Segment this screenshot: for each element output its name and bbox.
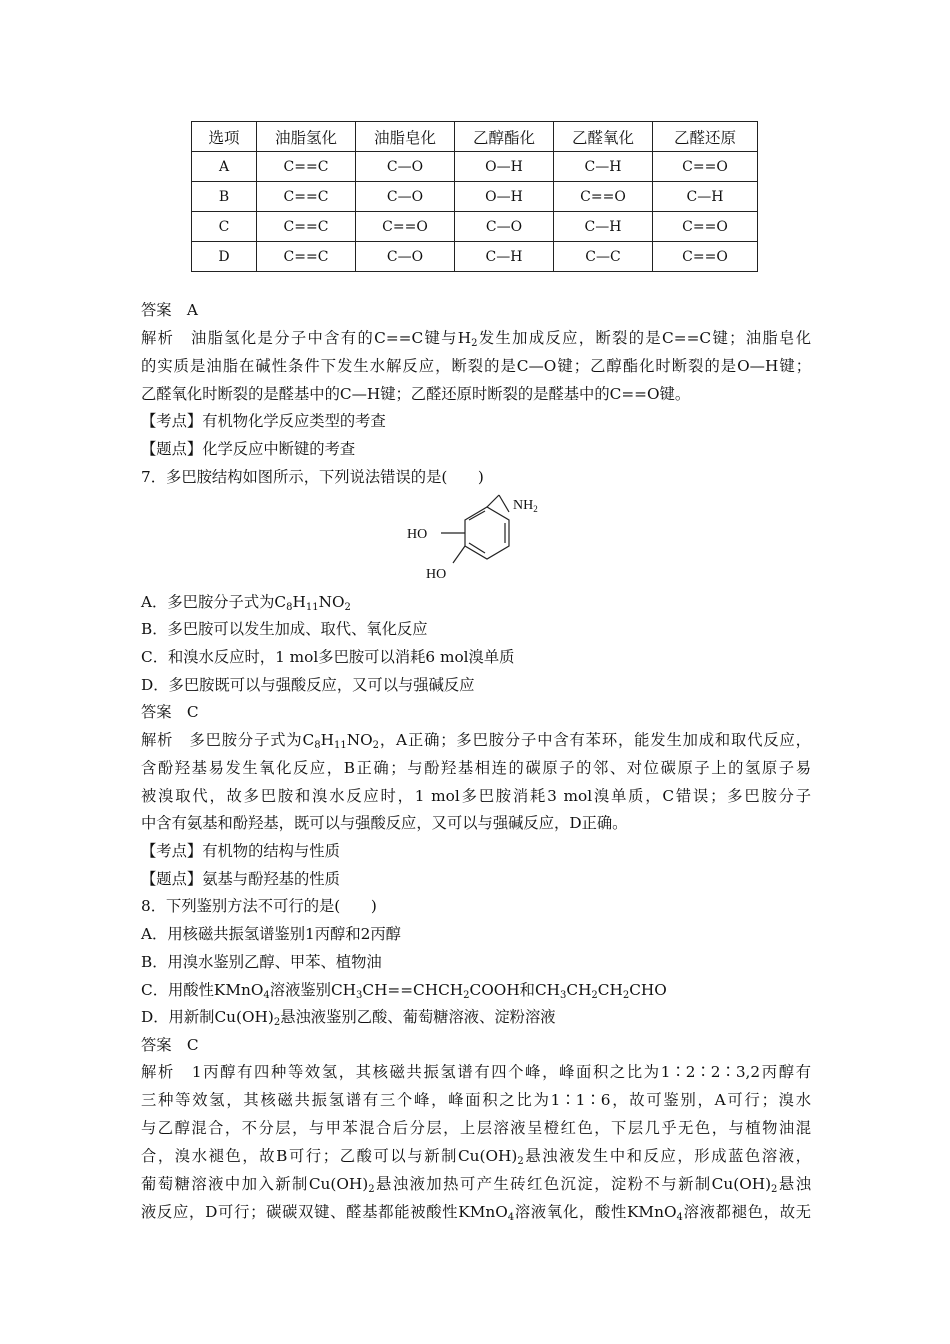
- subscript: 4: [263, 990, 270, 1001]
- q6-kaodian: 【考点】有机物化学反应类型的考查: [141, 412, 386, 430]
- table-row: [192, 212, 758, 242]
- q6-tidian: 【题点】化学反应中断键的考查: [141, 440, 356, 458]
- text: 溶液氧化，酸性KMnO: [514, 1203, 677, 1221]
- subscript: 11: [333, 740, 347, 751]
- subscript: 2: [344, 602, 351, 613]
- ho-label: HO: [407, 527, 428, 542]
- q8-option-d: [141, 1007, 556, 1027]
- q7-explanation-line: 含酚羟基易发生氧化反应，B正确；与酚羟基相连的碳原子的邻、对位碳原子上的氢原子易: [141, 759, 811, 777]
- q8-explanation-line: [141, 1146, 811, 1166]
- text: 液反应，D可行；碳碳双键、醛基都能被酸性KMnO: [141, 1203, 508, 1221]
- text: A．多巴胺分子式为C: [141, 593, 287, 611]
- subscript: 2: [622, 990, 630, 1001]
- subscript: 2: [368, 1184, 375, 1195]
- table-row: [192, 152, 758, 182]
- table-cell: C==O: [554, 182, 653, 212]
- table-cell: C—C: [554, 242, 653, 272]
- subscript: 8: [286, 602, 293, 613]
- text: 悬浊液鉴别乙酸、葡萄糖溶液、淀粉溶液: [280, 1008, 556, 1026]
- text: D．用新制Cu(OH): [141, 1008, 274, 1026]
- text: 溶液鉴别CH: [269, 981, 356, 999]
- subscript: 8: [314, 740, 321, 751]
- text: 发生加成反应，断裂的是C==C键；油脂皂化: [477, 329, 811, 347]
- q7-option-b: B．多巴胺可以发生加成、取代、氧化反应: [141, 620, 428, 638]
- table-cell: C==O: [356, 212, 455, 242]
- table-cell: C: [192, 212, 257, 242]
- q8-explanation-line: 与乙醇混合，不分层，与甲苯混合后分层，上层溶液呈橙红色，下层几乎无色，与植物油混: [141, 1119, 811, 1137]
- q7-explanation-line: 中含有氨基和酚羟基，既可以与强酸反应，又可以与强碱反应，D正确。: [141, 814, 628, 832]
- text: COOH和CH: [469, 981, 560, 999]
- table-cell: C—H: [554, 152, 653, 182]
- text: H: [292, 593, 306, 611]
- text: C．用酸性KMnO: [141, 981, 264, 999]
- q6-explanation-line: [141, 328, 811, 348]
- q8-explanation-line: 三种等效氢，其核磁共振氢谱有三个峰，峰面积之比为1∶1∶6，故可鉴别，A可行；溴水: [141, 1091, 811, 1109]
- text: 解析 油脂氢化是分子中含有的C==C键与H: [141, 329, 472, 347]
- subscript: 2: [273, 1017, 281, 1028]
- table-header-row: [192, 122, 758, 152]
- table-row: [192, 182, 758, 212]
- text: H: [320, 731, 334, 749]
- table-header-cell: 油脂皂化: [356, 122, 455, 152]
- q7-explanation-line: [141, 730, 811, 750]
- table-cell: C—O: [356, 242, 455, 272]
- q8-answer: 答案 C: [141, 1036, 199, 1054]
- text: CH: [566, 981, 592, 999]
- table-cell: C—O: [455, 212, 554, 242]
- table-cell: D: [192, 242, 257, 272]
- text: 悬浊: [777, 1175, 811, 1193]
- q8-option-a: A．用核磁共振氢谱鉴别1丙醇和2丙醇: [141, 925, 401, 943]
- text: ，A正确；多巴胺分子中含有苯环，能发生加成和取代反应，: [379, 731, 811, 749]
- subscript: 2: [591, 990, 598, 1001]
- subscript: 4: [507, 1212, 515, 1223]
- subscript: 2: [771, 1184, 778, 1195]
- table-cell: C—O: [356, 152, 455, 182]
- table-cell: C==C: [257, 242, 356, 272]
- subscript: 2: [463, 990, 470, 1001]
- subscript: 3: [356, 990, 363, 1001]
- text: 解析 多巴胺分子式为C: [141, 731, 315, 749]
- q6-explanation-line: 乙醛氧化时断裂的是醛基中的C—H键；乙醛还原时断裂的是醛基中的C==O键。: [141, 385, 691, 403]
- subscript: 3: [560, 990, 567, 1001]
- nh2-label: $NH_2$: [513, 498, 538, 514]
- subscript: 2: [372, 740, 380, 751]
- table-cell: B: [192, 182, 257, 212]
- q7-option-c: C．和溴水反应时，1 mol多巴胺可以消耗6 mol溴单质: [141, 648, 515, 666]
- table-cell: O—H: [455, 152, 554, 182]
- ho-label: HO: [426, 567, 447, 582]
- benzene-ring: [465, 507, 509, 559]
- q7-stem: 7．多巴胺结构如图所示，下列说法错误的是( ): [141, 468, 484, 486]
- options-table: [191, 121, 758, 272]
- table-header-cell: 油脂氢化: [257, 122, 356, 152]
- table-cell: C==O: [653, 152, 758, 182]
- q8-stem: 8．下列鉴别方法不可行的是( ): [141, 897, 377, 915]
- q6-answer: 答案 A: [141, 301, 198, 319]
- q8-option-c: [141, 980, 667, 1000]
- q8-explanation-line: 解析 1丙醇有四种等效氢，其核磁共振氢谱有四个峰，峰面积之比为1∶2∶2∶3,2丙醇有: [141, 1063, 811, 1081]
- q7-option-a: [141, 592, 351, 612]
- dopamine-structure: [395, 492, 565, 587]
- text: CHO: [629, 981, 667, 999]
- text: 悬浊液加热可产生砖红色沉淀，淀粉不与新制Cu(OH): [374, 1175, 772, 1193]
- q7-answer: 答案 C: [141, 703, 199, 721]
- text: CH==CHCH: [362, 981, 464, 999]
- table-header-cell: 乙醇酯化: [455, 122, 554, 152]
- q7-tidian: 【题点】氨基与酚羟基的性质: [141, 870, 340, 888]
- text: NO: [346, 731, 373, 749]
- table-cell: C—H: [554, 212, 653, 242]
- q8-explanation-line: [141, 1202, 811, 1222]
- table-cell: C==C: [257, 152, 356, 182]
- table-header-cell: 选项: [192, 122, 257, 152]
- subscript: 4: [676, 1212, 683, 1223]
- q7-option-d: D．多巴胺既可以与强酸反应，又可以与强碱反应: [141, 676, 475, 694]
- text: 合，溴水褪色，故B可行；乙酸可以与新制Cu(OH): [141, 1147, 518, 1165]
- table-cell: C==O: [653, 242, 758, 272]
- table-header-cell: 乙醛还原: [653, 122, 758, 152]
- q8-explanation-line: [141, 1174, 811, 1194]
- q6-explanation-line: 的实质是油脂在碱性条件下发生水解反应，断裂的是C—O键；乙醇酯化时断裂的是O—H键；: [141, 357, 811, 375]
- text: CH: [597, 981, 623, 999]
- text: 葡萄糖溶液中加入新制Cu(OH): [141, 1175, 369, 1193]
- subscript: 2: [471, 338, 478, 349]
- table-cell: A: [192, 152, 257, 182]
- table-cell: C==C: [257, 212, 356, 242]
- table-cell: C—H: [455, 242, 554, 272]
- table-cell: C—H: [653, 182, 758, 212]
- q8-option-b: B．用溴水鉴别乙醇、甲苯、植物油: [141, 953, 382, 971]
- text: 悬浊液发生中和反应，形成蓝色溶液，: [523, 1147, 811, 1165]
- text: NO: [318, 593, 345, 611]
- table-cell: O—H: [455, 182, 554, 212]
- q7-kaodian: 【考点】有机物的结构与性质: [141, 842, 340, 860]
- table-cell: C==C: [257, 182, 356, 212]
- q7-explanation-line: 被溴取代，故多巴胺和溴水反应时，1 mol多巴胺消耗3 mol溴单质，C错误；多巴胺分子: [141, 787, 811, 805]
- text: 溶液都褪色，故无: [682, 1203, 812, 1221]
- table-header-cell: 乙醛氧化: [554, 122, 653, 152]
- table-row: [192, 242, 758, 272]
- subscript: 2: [517, 1156, 524, 1167]
- table-cell: C==O: [653, 212, 758, 242]
- subscript: 11: [305, 602, 319, 613]
- table-cell: C—O: [356, 182, 455, 212]
